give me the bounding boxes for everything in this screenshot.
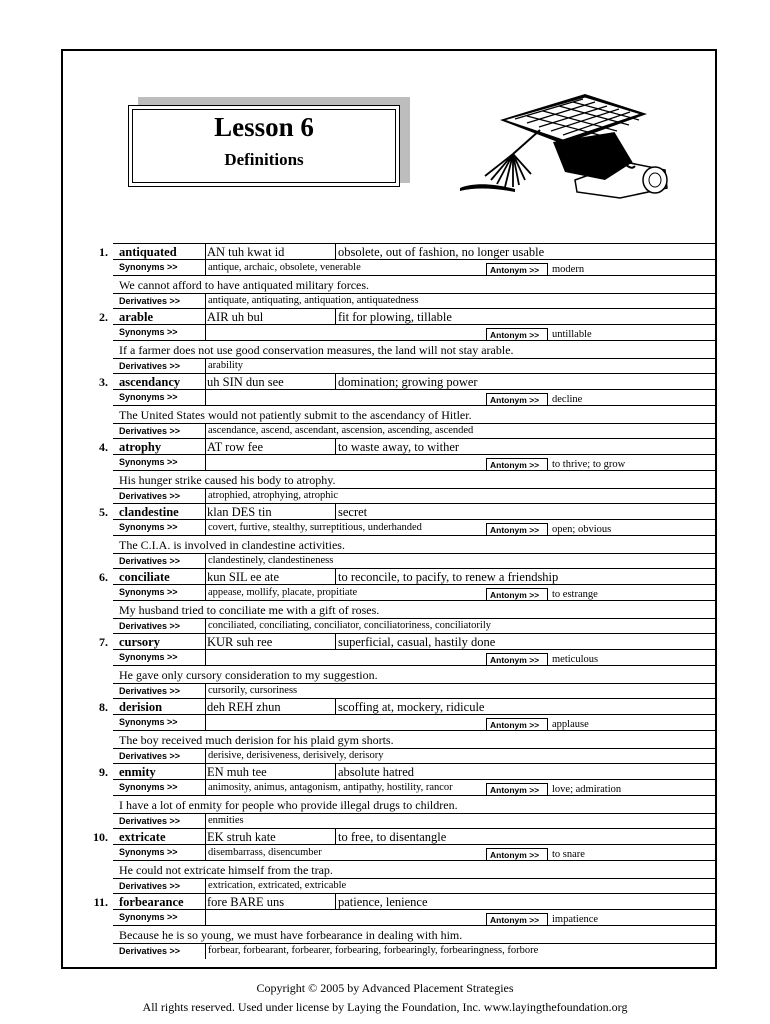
synonyms-text: antique, archaic, obsolete, venerable (208, 262, 361, 273)
column-divider (205, 814, 206, 829)
synonyms-text: disembarrass, disencumber (208, 847, 322, 858)
antonym-label: Antonym >> (490, 655, 540, 665)
pronunciation: EN muh tee (207, 765, 267, 779)
vocab-word: arable (119, 310, 154, 324)
derivatives-label: Derivatives >> (119, 881, 181, 891)
sentence-row (113, 925, 716, 944)
antonym-label: Antonym >> (490, 915, 540, 925)
derivatives-row (113, 553, 716, 569)
word-row (113, 828, 716, 845)
word-row (113, 308, 716, 325)
word-row (113, 698, 716, 715)
derivatives-text: antiquate, antiquating, antiquation, antiquatedness (208, 295, 419, 306)
column-divider (205, 699, 206, 715)
derivatives-text: ascendance, ascend, ascendant, ascension, ascending, ascended (208, 425, 474, 436)
synonym-row (113, 584, 716, 601)
example-sentence: He could not extricate himself from the trap. (119, 863, 333, 877)
derivatives-text: extrication, extricated, extricable (208, 880, 347, 891)
column-divider (205, 894, 206, 910)
vocab-word: antiquated (119, 245, 177, 259)
column-divider (205, 684, 206, 699)
synonyms-text: covert, furtive, stealthy, surreptitious, underhanded (208, 522, 422, 533)
graduation-cap-icon (455, 92, 677, 202)
antonym-text: to estrange (552, 589, 598, 600)
word-row (113, 438, 716, 455)
synonyms-label: Synonyms >> (119, 782, 178, 792)
synonym-row (113, 714, 716, 731)
example-sentence: The United States would not patiently submit to the ascendancy of Hitler. (119, 408, 472, 422)
entry-number: 9. (99, 765, 108, 779)
sentence-row (113, 535, 716, 554)
antonym-label: Antonym >> (490, 330, 540, 340)
pronunciation: AT row fee (207, 440, 263, 454)
entry-number: 8. (99, 700, 108, 714)
example-sentence: His hunger strike caused his body to atrophy. (119, 473, 336, 487)
synonyms-label: Synonyms >> (119, 717, 178, 727)
entry-number: 2. (99, 310, 108, 324)
column-divider (205, 359, 206, 374)
column-divider (335, 504, 336, 520)
synonym-row (113, 454, 716, 471)
derivatives-label: Derivatives >> (119, 816, 181, 826)
mortarboard (500, 94, 647, 180)
sentence-row (113, 860, 716, 879)
vocab-word: clandestine (119, 505, 179, 519)
vocab-word: ascendancy (119, 375, 181, 389)
synonyms-label: Synonyms >> (119, 847, 178, 857)
column-divider (205, 879, 206, 894)
vocab-word: conciliate (119, 570, 170, 584)
column-divider (205, 554, 206, 569)
column-divider (205, 325, 206, 341)
column-divider (335, 439, 336, 455)
column-divider (205, 619, 206, 634)
synonyms-label: Synonyms >> (119, 327, 178, 337)
entry-number: 1. (99, 245, 108, 259)
column-divider (335, 634, 336, 650)
pronunciation: fore BARE uns (207, 895, 285, 909)
antonym-label: Antonym >> (490, 525, 540, 535)
column-divider (205, 374, 206, 390)
antonym-label: Antonym >> (490, 395, 540, 405)
synonym-row (113, 844, 716, 861)
column-divider (335, 309, 336, 325)
column-divider (335, 244, 336, 260)
example-sentence: He gave only cursory consideration to my suggestion. (119, 668, 378, 682)
column-divider (205, 829, 206, 845)
vocab-entry (62, 633, 716, 698)
column-divider (205, 439, 206, 455)
antonym-text: untillable (552, 329, 592, 340)
derivatives-text: atrophied, atrophying, atrophic (208, 490, 339, 501)
definition: to waste away, to wither (338, 440, 460, 454)
column-divider (205, 764, 206, 780)
antonym-text: impatience (552, 914, 599, 925)
definition: obsolete, out of fashion, no longer usable (338, 245, 545, 259)
title-box (128, 105, 400, 187)
vocabulary-list (62, 243, 716, 958)
pronunciation: uh SIN dun see (207, 375, 284, 389)
sentence-row (113, 600, 716, 619)
synonyms-label: Synonyms >> (119, 392, 178, 402)
vocab-entry (62, 243, 716, 308)
synonym-row (113, 519, 716, 536)
definition: scoffing at, mockery, ridicule (338, 700, 485, 714)
pronunciation: AIR uh bul (207, 310, 264, 324)
column-divider (335, 829, 336, 845)
vocab-word: derision (119, 700, 163, 714)
column-divider (335, 894, 336, 910)
column-divider (205, 390, 206, 406)
vocab-word: enmity (119, 765, 156, 779)
synonyms-label: Synonyms >> (119, 457, 178, 467)
antonym-label: Antonym >> (490, 460, 540, 470)
column-divider (335, 569, 336, 585)
synonym-row (113, 909, 716, 926)
word-row (113, 568, 716, 585)
derivatives-row (113, 358, 716, 374)
footer-copyright: Copyright © 2005 by Advanced Placement Strategies (256, 981, 514, 995)
sentence-row (113, 470, 716, 489)
column-divider (335, 699, 336, 715)
vocab-entry (62, 828, 716, 893)
antonym-text: love; admiration (552, 784, 622, 795)
word-row (113, 243, 716, 260)
synonym-row (113, 779, 716, 796)
derivatives-row (113, 748, 716, 764)
vocab-word: cursory (119, 635, 160, 649)
word-row (113, 763, 716, 780)
entry-number: 6. (99, 570, 108, 584)
definition: fit for plowing, tillable (338, 310, 452, 324)
definition: secret (338, 505, 368, 519)
tassel (460, 130, 540, 192)
vocab-entry (62, 698, 716, 763)
antonym-text: open; obvious (552, 524, 612, 535)
sentence-row (113, 405, 716, 424)
column-divider (205, 749, 206, 764)
derivatives-label: Derivatives >> (119, 621, 181, 631)
derivatives-row (113, 488, 716, 504)
column-divider (205, 520, 206, 536)
antonym-text: modern (552, 264, 585, 275)
derivatives-label: Derivatives >> (119, 751, 181, 761)
sentence-row (113, 665, 716, 684)
derivatives-row (113, 293, 716, 309)
definition: to free, to disentangle (338, 830, 447, 844)
synonyms-label: Synonyms >> (119, 262, 178, 272)
column-divider (205, 944, 206, 959)
footer-rights: All rights reserved. Used under license by Laying the Foundation, Inc. www.layingthefoundation.org (142, 1000, 628, 1014)
example-sentence: My husband tried to conciliate me with a gift of roses. (119, 603, 380, 617)
antonym-text: applause (552, 719, 589, 730)
vocab-entry (62, 438, 716, 503)
sentence-row (113, 730, 716, 749)
lesson-title: Lesson 6 (214, 112, 314, 142)
definition: absolute hatred (338, 765, 415, 779)
sentence-row (113, 795, 716, 814)
column-divider (205, 309, 206, 325)
derivatives-label: Derivatives >> (119, 296, 181, 306)
pronunciation: deh REH zhun (207, 700, 281, 714)
vocab-entry (62, 893, 716, 958)
antonym-text: to snare (552, 849, 585, 860)
antonym-label: Antonym >> (490, 265, 540, 275)
derivatives-text: forbear, forbearant, forbearer, forbearing, forbearingly, forbearingness, forbore (208, 945, 539, 956)
entry-number: 5. (99, 505, 108, 519)
column-divider (205, 455, 206, 471)
lesson-subtitle: Definitions (224, 150, 304, 169)
antonym-text: meticulous (552, 654, 599, 665)
vocab-entry (62, 308, 716, 373)
column-divider (205, 569, 206, 585)
word-row (113, 373, 716, 390)
vocab-word: extricate (119, 830, 166, 844)
word-row (113, 893, 716, 910)
column-divider (205, 650, 206, 666)
vocab-entry (62, 763, 716, 828)
synonyms-label: Synonyms >> (119, 522, 178, 532)
derivatives-label: Derivatives >> (119, 491, 181, 501)
column-divider (205, 634, 206, 650)
column-divider (205, 489, 206, 504)
derivatives-text: derisive, derisiveness, derisively, derisory (208, 750, 384, 761)
example-sentence: I have a lot of enmity for people who provide illegal drugs to children. (119, 798, 458, 812)
vocab-word: atrophy (119, 440, 162, 454)
synonym-row (113, 389, 716, 406)
derivatives-row (113, 878, 716, 894)
derivatives-text: conciliated, conciliating, conciliator, conciliatoriness, conciliatorily (208, 620, 491, 631)
entry-number: 4. (99, 440, 108, 454)
vocab-entry (62, 503, 716, 568)
list-bottom-rule (178, 714, 654, 715)
column-divider (205, 715, 206, 731)
derivatives-text: arability (208, 360, 243, 371)
definition: domination; growing power (338, 375, 478, 389)
antonym-label: Antonym >> (490, 850, 540, 860)
synonyms-label: Synonyms >> (119, 652, 178, 662)
synonyms-text: animosity, animus, antagonism, antipathy, hostility, rancor (208, 782, 453, 793)
derivatives-label: Derivatives >> (119, 426, 181, 436)
derivatives-row (113, 423, 716, 439)
column-divider (205, 585, 206, 601)
definition: to reconcile, to pacify, to renew a friendship (338, 570, 559, 584)
derivatives-label: Derivatives >> (119, 686, 181, 696)
synonyms-label: Synonyms >> (119, 912, 178, 922)
derivatives-text: cursorily, cursoriness (208, 685, 298, 696)
synonym-row (113, 649, 716, 666)
entry-number: 7. (99, 635, 108, 649)
synonym-row (113, 259, 716, 276)
derivatives-row (113, 683, 716, 699)
column-divider (205, 244, 206, 260)
antonym-text: to thrive; to grow (552, 459, 626, 470)
pronunciation: EK struh kate (207, 830, 276, 844)
column-divider (335, 374, 336, 390)
pronunciation: klan DES tin (207, 505, 272, 519)
derivatives-text: enmities (208, 815, 244, 826)
vocab-entry (62, 373, 716, 438)
entry-number: 10. (93, 830, 108, 844)
example-sentence: The boy received much derision for his plaid gym shorts. (119, 733, 394, 747)
antonym-label: Antonym >> (490, 590, 540, 600)
column-divider (205, 910, 206, 926)
entry-number: 3. (99, 375, 108, 389)
column-divider (205, 424, 206, 439)
pronunciation: AN tuh kwat id (207, 245, 285, 259)
derivatives-label: Derivatives >> (119, 946, 181, 956)
derivatives-label: Derivatives >> (119, 361, 181, 371)
word-row (113, 503, 716, 520)
synonym-row (113, 324, 716, 341)
sentence-row (113, 275, 716, 294)
derivatives-row (113, 618, 716, 634)
example-sentence: Because he is so young, we must have forbearance in dealing with him. (119, 928, 463, 942)
derivatives-label: Derivatives >> (119, 556, 181, 566)
example-sentence: We cannot afford to have antiquated military forces. (119, 278, 370, 292)
antonym-label: Antonym >> (490, 720, 540, 730)
sentence-row (113, 340, 716, 359)
column-divider (205, 780, 206, 796)
column-divider (205, 294, 206, 309)
column-divider (205, 845, 206, 861)
example-sentence: The C.I.A. is involved in clandestine activities. (119, 538, 345, 552)
column-divider (205, 260, 206, 276)
synonyms-label: Synonyms >> (119, 587, 178, 597)
definition: superficial, casual, hastily done (338, 635, 496, 649)
derivatives-row (113, 943, 716, 959)
pronunciation: kun SIL ee ate (207, 570, 280, 584)
synonyms-text: appease, mollify, placate, propitiate (208, 587, 358, 598)
entry-number: 11. (93, 895, 108, 909)
vocab-word: forbearance (119, 895, 184, 909)
pronunciation: KUR suh ree (207, 635, 273, 649)
column-divider (205, 504, 206, 520)
vocab-entry (62, 568, 716, 633)
derivatives-text: clandestinely, clandestineness (208, 555, 334, 566)
example-sentence: If a farmer does not use good conservation measures, the land will not stay arable. (119, 343, 514, 357)
word-row (113, 633, 716, 650)
column-divider (335, 764, 336, 780)
antonym-text: decline (552, 394, 583, 405)
antonym-label: Antonym >> (490, 785, 540, 795)
derivatives-row (113, 813, 716, 829)
definition: patience, lenience (338, 895, 428, 909)
